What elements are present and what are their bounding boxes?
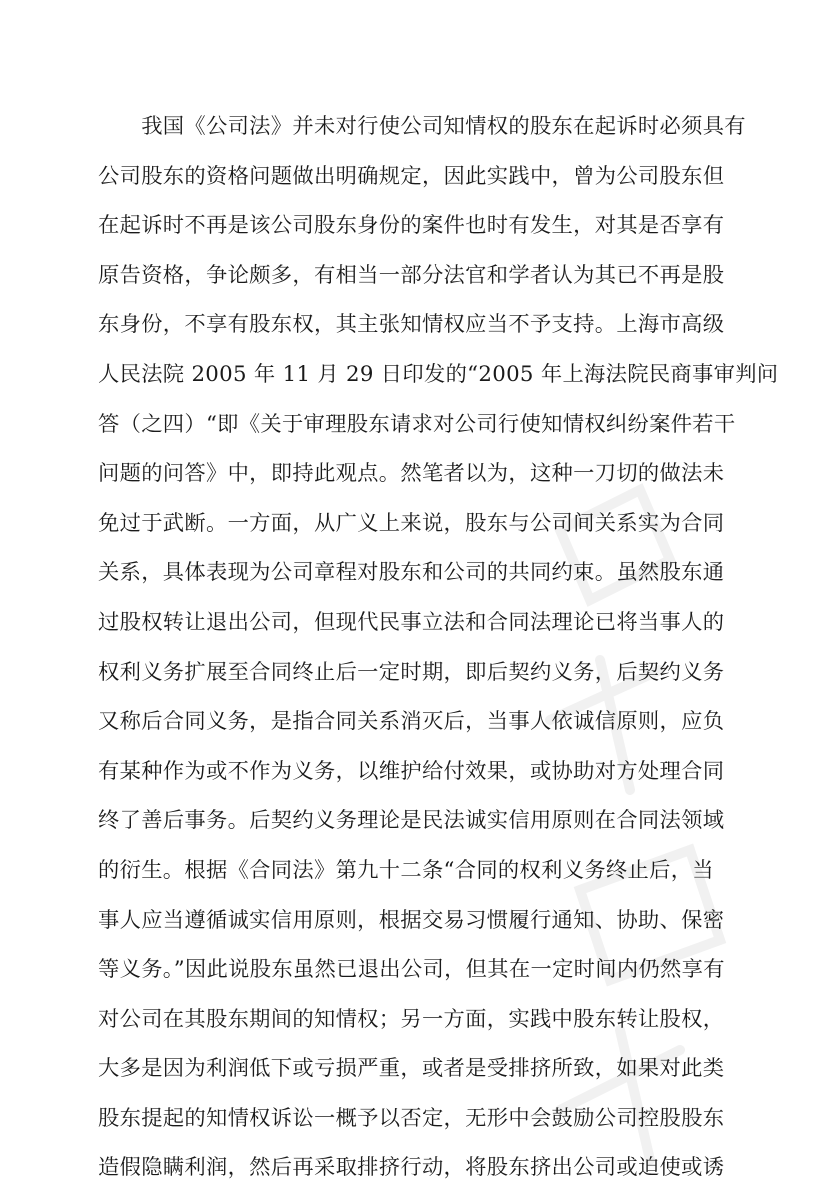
text-line: 的衍生。根据《合同法》第九十二条“合同的权利义务终止后，当 bbox=[98, 857, 714, 883]
text-line: 对公司在其股东期间的知情权；另一方面，实践中股东转让股权， bbox=[98, 1006, 725, 1032]
text-line: 人民法院 2005 年 11 月 29 日印发的“2005 年上海法院民商事审判问 bbox=[98, 361, 779, 387]
text-line: 又称后合同义务，是指合同关系消灭后，当事人依诚信原则，应负 bbox=[98, 709, 725, 735]
text-line: 过股权转让退出公司，但现代民事立法和合同法理论已将当事人的 bbox=[98, 609, 725, 635]
text-line: 大多是因为利润低下或亏损严重，或者是受排挤所致，如果对此类 bbox=[98, 1056, 725, 1082]
body-paragraph bbox=[98, 102, 779, 1193]
text-line: 终了善后事务。后契约义务理论是民法诚实信用原则在合同法领域 bbox=[98, 808, 725, 834]
text-line: 权利义务扩展至合同终止后一定时期，即后契约义务，后契约义务 bbox=[98, 659, 725, 685]
text-line: 有某种作为或不作为义务，以维护给付效果，或协助对方处理合同 bbox=[98, 758, 725, 784]
text-line: 造假隐瞒利润，然后再采取排挤行动，将股东挤出公司或迫使或诱 bbox=[98, 1155, 725, 1181]
text-line: 等义务。”因此说股东虽然已退出公司，但其在一定时间内仍然享有 bbox=[98, 957, 725, 983]
text-line: 原告资格，争论颇多，有相当一部分法官和学者认为其已不再是股 bbox=[98, 262, 725, 288]
text-line: 免过于武断。一方面，从广义上来说，股东与公司间关系实为合同 bbox=[98, 510, 725, 536]
text-line: 事人应当遵循诚实信用原则，根据交易习惯履行通知、协助、保密 bbox=[98, 907, 725, 933]
text-line: 在起诉时不再是该公司股东身份的案件也时有发生，对其是否享有 bbox=[98, 213, 725, 239]
text-line: 我国《公司法》并未对行使公司知情权的股东在起诉时必须具有 bbox=[98, 114, 746, 139]
text-line: 答（之四）“即《关于审理股东请求对公司行使知情权纠纷案件若干 bbox=[98, 411, 736, 437]
text-line: 公司股东的资格问题做出明确规定，因此实践中，曾为公司股东但 bbox=[98, 163, 725, 189]
text-line: 东身份，不享有股东权，其主张知情权应当不予支持。上海市高级 bbox=[98, 312, 725, 338]
text-line: 股东提起的知情权诉讼一概予以否定，无形中会鼓励公司控股股东 bbox=[98, 1105, 725, 1131]
text-line: 关系，具体表现为公司章程对股东和公司的共同约束。虽然股东通 bbox=[98, 560, 725, 586]
text-line: 问题的问答》中，即持此观点。然笔者以为，这种一刀切的做法未 bbox=[98, 461, 725, 487]
